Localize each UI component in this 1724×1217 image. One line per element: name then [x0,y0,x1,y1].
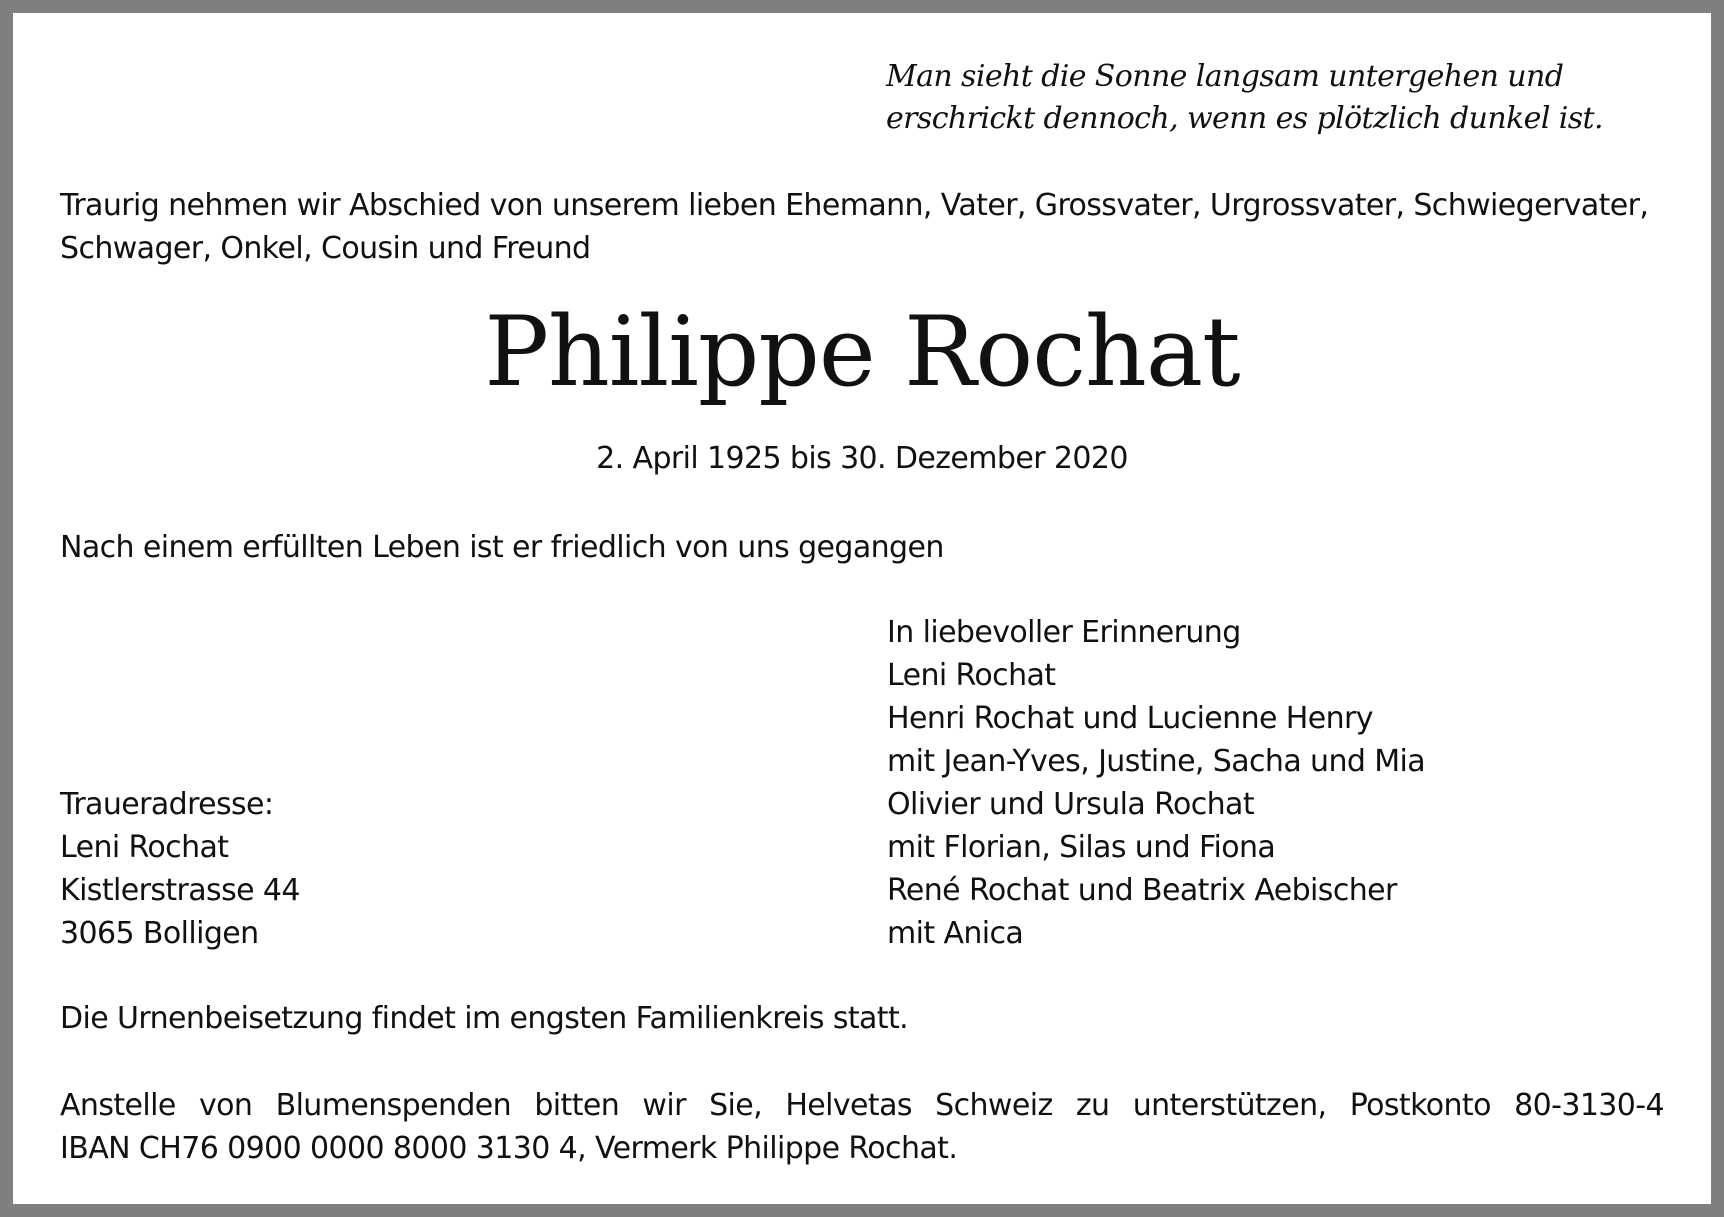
family-line: René Rochat und Beatrix Aebischer [887,873,1397,908]
address-street: Kistlerstrasse 44 [60,873,300,908]
donation-notice [60,1084,1664,1170]
motto-line-2: erschrickt dennoch, wenn es plötzlich dunkel ist. [886,101,1603,136]
family-list [887,611,1425,955]
family-line: Leni Rochat [887,658,1056,693]
family-line: Henri Rochat und Lucienne Henry [887,701,1373,736]
donation-line-2: IBAN CH76 0900 0000 8000 3130 4, Vermerk Philippe Rochat. [60,1131,958,1166]
intro-line-2: Schwager, Onkel, Cousin und Freund [60,231,591,266]
motto-line-1: Man sieht die Sonne langsam untergehen und [886,59,1564,94]
mourning-address [60,783,300,955]
deceased-name: Philippe Rochat [484,296,1240,408]
life-dates: 2. April 1925 bis 30. Dezember 2020 [596,441,1128,476]
intro-text [60,184,1680,270]
burial-notice: Die Urnenbeisetzung findet im engsten Familienkreis statt. [60,1001,909,1036]
address-label: Traueradresse: [60,787,274,822]
family-line: In liebevoller Erinnerung [887,615,1241,650]
motto-quote [886,56,1686,140]
donation-line-1: Anstelle von Blumenspenden bitten wir Sie, Helvetas Schweiz zu unterstützen, Postkonto 80-3130-4 [60,1088,1664,1123]
family-line: mit Florian, Silas und Fiona [887,830,1276,865]
family-line: mit Anica [887,916,1024,951]
address-city: 3065 Bolligen [60,916,259,951]
obituary-page [13,13,1711,1204]
family-line: Olivier und Ursula Rochat [887,787,1255,822]
family-line: mit Jean-Yves, Justine, Sacha und Mia [887,744,1426,779]
passed-away-text: Nach einem erfüllten Leben ist er friedlich von uns gegangen [60,530,944,565]
intro-line-1: Traurig nehmen wir Abschied von unserem lieben Ehemann, Vater, Grossvater, Urgrossvater, Schwiegervater, [60,188,1649,223]
address-name: Leni Rochat [60,830,229,865]
